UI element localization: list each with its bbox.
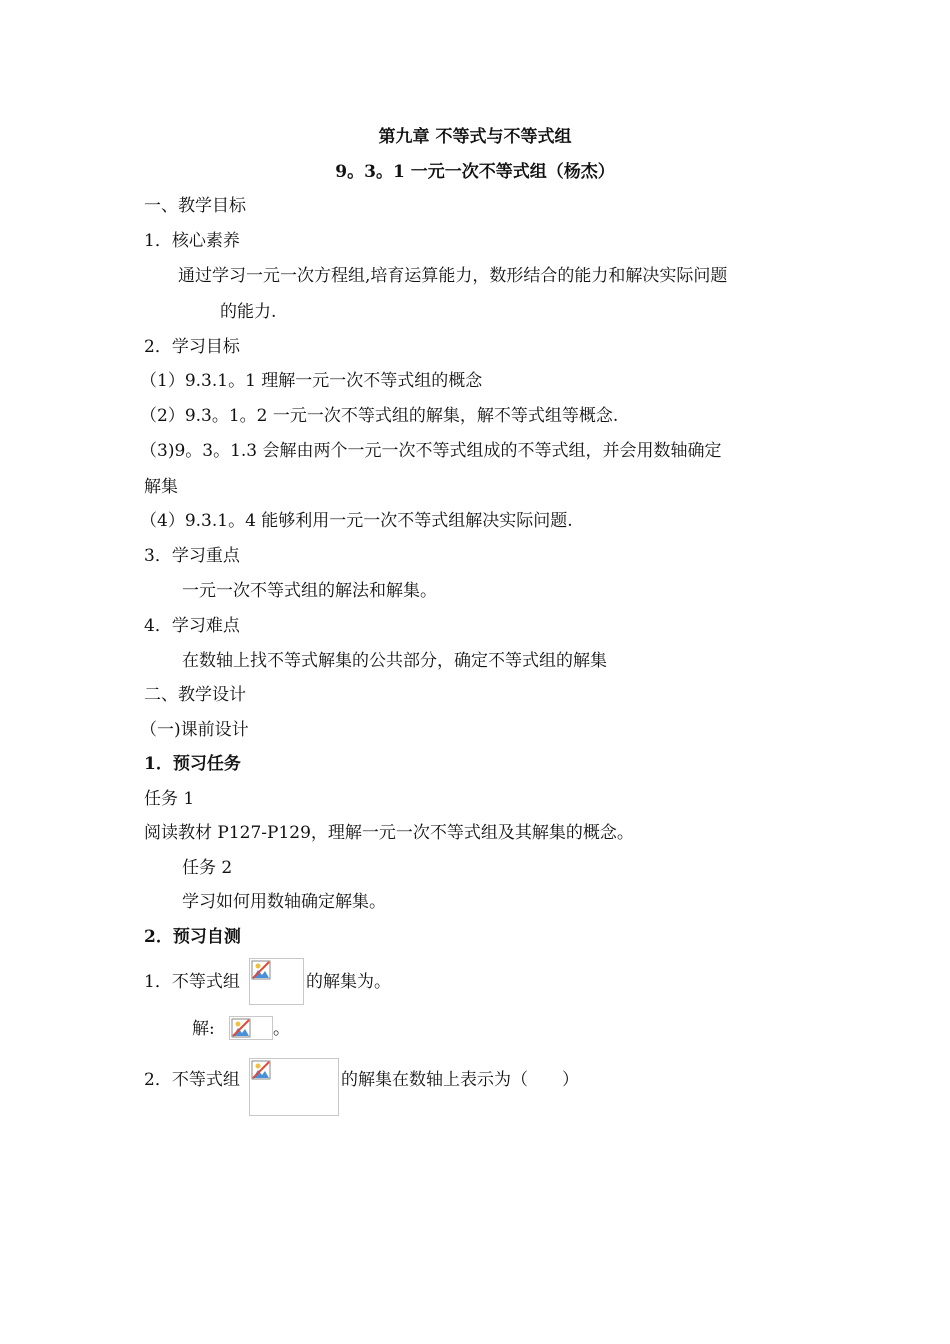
question-text: 2．不等式组	[144, 1070, 240, 1090]
subsection-heading: 4．学习难点	[144, 616, 240, 636]
section-heading: 二、教学设计	[144, 685, 246, 705]
paragraph-line: 一元一次不等式组的解法和解集。	[182, 581, 437, 601]
subsection-heading: 3．学习重点	[144, 546, 240, 566]
subsection-heading: 1．预习任务	[144, 754, 241, 774]
answer-text: 。	[273, 1019, 290, 1039]
question-text: 1．不等式组	[144, 972, 240, 992]
paragraph-line: 在数轴上找不等式解集的公共部分，确定不等式组的解集	[182, 651, 607, 671]
subsection-heading: （一)课前设计	[140, 720, 249, 740]
goal-item-continued: 解集	[144, 477, 178, 497]
subsection-heading: 1．核心素养	[144, 231, 240, 251]
paragraph-line: 通过学习一元一次方程组,培育运算能力，数形结合的能力和解决实际问题	[178, 266, 728, 286]
goal-item: （4）9.3.1。4 能够利用一元一次不等式组解决实际问题.	[140, 511, 573, 531]
paragraph-line: 的能力.	[220, 302, 277, 322]
question-text: 的解集在数轴上表示为（ ）	[341, 1070, 579, 1090]
broken-image-icon	[249, 1058, 339, 1116]
question-text: 的解集为。	[306, 972, 391, 992]
answer-label: 解:	[192, 1019, 215, 1039]
task-description: 阅读教材 P127-P129，理解一元一次不等式组及其解集的概念。	[144, 823, 634, 843]
task-description: 学习如何用数轴确定解集。	[182, 892, 386, 912]
document-subtitle: 9。3。1 一元一次不等式组（杨杰）	[335, 162, 615, 182]
task-label: 任务 2	[182, 858, 233, 878]
task-label: 任务 1	[144, 789, 195, 809]
section-heading: 一、教学目标	[144, 196, 246, 216]
document-title: 第九章 不等式与不等式组	[378, 127, 572, 147]
goal-item: （1）9.3.1。1 理解一元一次不等式组的概念	[140, 371, 483, 391]
goal-item: （3)9。3。1.3 会解由两个一元一次不等式组成的不等式组，并会用数轴确定	[140, 441, 722, 461]
goal-item: （2）9.3。1。2 一元一次不等式组的解集，解不等式组等概念.	[140, 406, 619, 426]
subsection-heading: 2．预习自测	[144, 927, 241, 947]
subsection-heading: 2．学习目标	[144, 337, 240, 357]
broken-image-icon	[249, 958, 304, 1005]
broken-image-icon	[229, 1016, 273, 1040]
